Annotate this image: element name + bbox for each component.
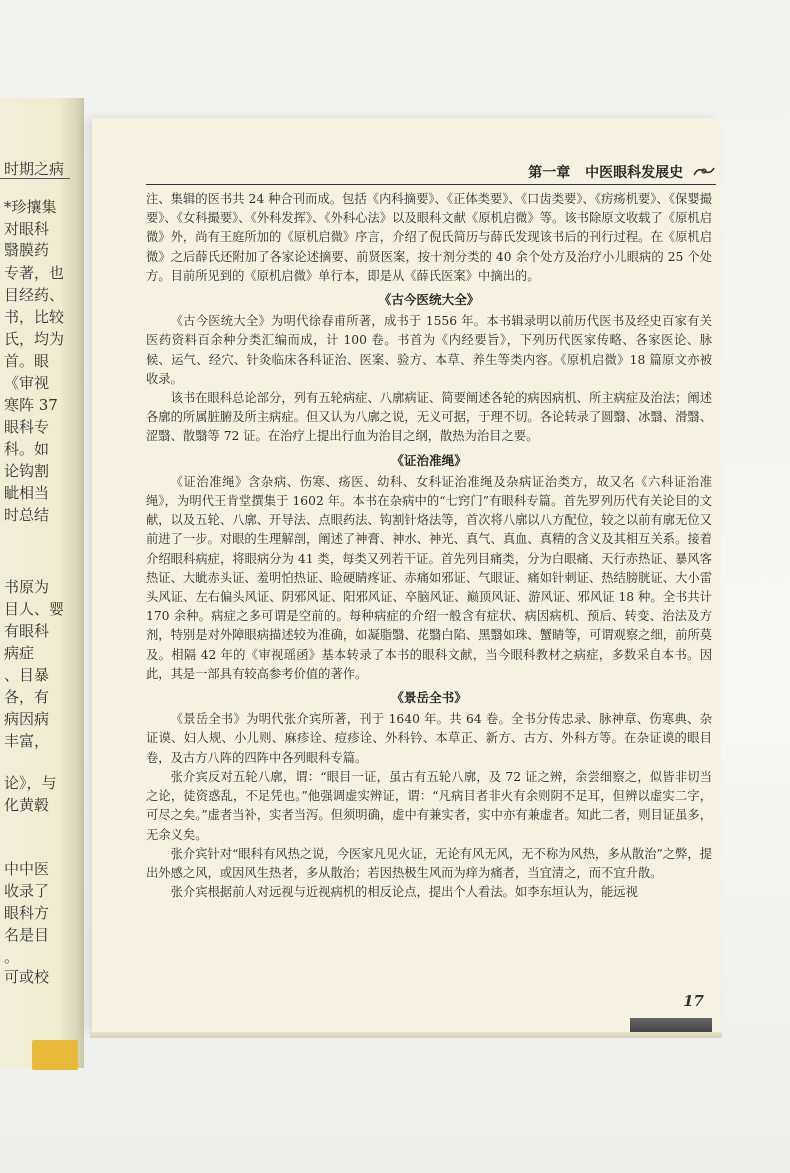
left-page-fragment: 可或校 — [4, 968, 50, 986]
paragraph: 《古今医统大全》为明代徐春甫所著，成书于 1556 年。本书辑录明以前历代医书及经史百家有关医药资料百余种分类汇编而成，计 100 卷。书首为《内经要旨》，下列历代医家传略、各家医论、脉候、运气、经穴、针灸临床各科证治、医案、验方、本草、养生等类内容。《原机启微》18 篇原文亦被收录。 — [146, 314, 712, 386]
left-page-fragment: 科。如 — [4, 440, 50, 458]
section-title: 《景岳全书》 — [391, 690, 467, 706]
left-page-fragment: 眼科方 — [4, 904, 50, 922]
header-ornament-icon — [692, 165, 716, 181]
chapter-title: 中医眼科发展史 — [585, 165, 684, 181]
header-rule — [146, 184, 716, 185]
left-page-fragment: 目经药、 — [4, 286, 65, 304]
left-page-fragment: *珍攘集 — [4, 198, 57, 216]
left-page-fragment: 中中医 — [4, 860, 50, 878]
left-page-fragment: 时期之病 — [4, 160, 65, 178]
left-page-fragment: 首。眼 — [4, 352, 50, 370]
left-page-fragment: 、目暴 — [4, 666, 50, 684]
page-number: 17 — [683, 992, 704, 1010]
paragraph: 张介宾针对“眼科有风热之说，今医家凡见火证，无论有风无风，无不称为风热，多从散治”之弊，提出外感之风，或因风生热者，多从散治；若因热极生风而为痒为痛者，当宜清之，而不宜升散。 — [146, 846, 712, 880]
left-page-fragment: 论》，与 — [4, 774, 57, 792]
left-page-fragment: 病症 — [4, 644, 35, 662]
left-page-fragment: 时总结 — [4, 506, 50, 524]
page-corner-tab — [630, 1018, 712, 1032]
left-page-fragment: 各，有 — [4, 688, 50, 706]
page-body — [146, 190, 712, 902]
left-page-fragment: 眦相当 — [4, 484, 50, 502]
paragraph: 注、集辑的医书共 24 种合刊而成。包括《内科摘要》、《正体类要》、《口齿类要》、《疠疡机要》、《保婴撮要》、《女科撮要》、《外科发挥》、《外科心法》以及眼科文献《原机启微》等。该书除原文收载了《原机启微》外，尚有王庭所加的《原机启微》序言，介绍了倪氏简历与薛氏发现该书后的刊行过程。在《原机启微》之后薛氏还附加了各家论述摘要、前贤医案，按十剂分类的 40 余个处方及治疗小儿眼病的 25 个处方。目前所见到的《原机启微》单行本，即是从《薛氏医案》中摘出的。 — [146, 192, 712, 283]
paragraph: 张介宾反对五轮八廓，谓：“眼目一证，虽古有五轮八廓，及 72 证之辨，余尝细察之，似皆非切当之论，徒资惑乱，不足凭也。”他强调虚实辨证，谓：“凡病目者非火有余则阴不足耳，但辨以虚实二字，可尽之矣。”虚者当补，实者当泻。但须明确，虚中有兼实者，实中亦有兼虚者。知此二者，则目证虽多，无余义矣。 — [146, 769, 712, 842]
running-header — [146, 162, 716, 182]
paragraph: 《证治准绳》含杂病、伤寒、疡医、幼科、女科证治准绳及杂病证治类方，故又名《六科证治准绳》，为明代王肯堂撰集于 1602 年。本书在杂病中的“七窍门”有眼科专篇。首先罗列历代有关论目的文献，以及五轮、八廓、开导法、点眼药法、钩割针烙法等，首次将八廓以八方配位，较之以前有廓无位又前进了一步。对眼的生理解剖，阐述了神膏、神水、神光、真气、真血、真精的含义及其相互关系。接着介绍眼科病症，将眼病分为 41 类，每类又列若干证。首先列目痛类，分为白眼痛、天行赤热证、暴风客热证、大眦赤头证、羞明怕热证、睑硬睛疼证、赤痛如邪证、气眼证、痛如针刺证、热结膀胱证、大小雷头风证、左右偏头风证、阴邪风证、阳邪风证、卒脑风证、巅顶风证、游风证、邪风证 18 种。全书共计 170 余种。病症之多可谓是空前的。每种病症的介绍一般含有症状、病因病机、预后、转变、治法及方剂，特别是对外障眼病描述较为准确，如凝脂翳、花翳白陷、黑翳如珠、蟹睛等，可谓观察之细，前所莫及。相隔 42 年的《审视瑶函》基本转录了本书的眼科文献，当今眼科教材之病症，多数采自本书。因此，其是一部具有较高参考价值的著作。 — [146, 474, 712, 681]
left-page-fragment: 氏，均为 — [4, 330, 65, 348]
page-stack-edge — [90, 1032, 722, 1038]
paragraph: 张介宾根据前人对远视与近视病机的相反论点，提出个人看法。如李东垣认为，能远视 — [170, 885, 638, 900]
left-page-header-rule — [0, 178, 70, 179]
chapter-label: 第一章 — [528, 165, 571, 181]
paragraph: 《景岳全书》为明代张介宾所著，刊于 1640 年。共 64 卷。全书分传忠录、脉神章、伤寒典、杂证谟、妇人规、小儿则、麻疹诠、痘疹诠、外科钤、本草正、新方、古方、外科方等。在杂证谟的眼目卷，及古方八阵的四阵中各列眼科专篇。 — [146, 712, 712, 765]
section-title: 《古今医统大全》 — [378, 292, 480, 308]
left-page-fragment: 眼科专 — [4, 418, 50, 436]
left-page-fragment: 论钩割 — [4, 462, 50, 480]
left-page-fragment: 书原为 — [4, 578, 50, 596]
section-title: 《证治准绳》 — [391, 452, 467, 468]
left-page-fragment: 病因病 — [4, 710, 50, 728]
left-page-fragment: 。 — [4, 948, 20, 966]
paragraph: 该书在眼科总论部分，列有五轮病症、八廓病证、简要阐述各轮的病因病机、所主病症及治法；阐述各廓的所属脏腑及所主病症。但又认为八廓之说，无义可据，于理不切。各论转录了圆翳、冰翳、滑翳、涩翳、散翳等 72 证。在治疗上提出行血为治目之纲，散热为治目之要。 — [146, 391, 712, 444]
left-facing-page — [0, 98, 84, 1068]
left-page-fragment: 书，比较 — [4, 308, 65, 326]
book-page — [92, 118, 720, 1033]
left-page-fragment: 翳膜药 — [4, 241, 50, 259]
left-page-fragment: 专著，也 — [4, 264, 65, 282]
left-page-fragment: 寒阵 37 — [4, 396, 58, 414]
left-page-fragment: 有眼科 — [4, 622, 50, 640]
left-page-fragment: 丰富， — [4, 732, 50, 750]
left-page-fragment: 目人、婴 — [4, 600, 65, 618]
book-edge — [32, 1040, 78, 1070]
left-page-fragment: 收录了 — [4, 882, 50, 900]
left-page-fragment: 化黄毂 — [4, 796, 50, 814]
left-page-fragment: 《审视 — [4, 374, 50, 392]
left-page-fragment: 对眼科 — [4, 220, 50, 238]
left-page-fragment: 名是目 — [4, 926, 50, 944]
